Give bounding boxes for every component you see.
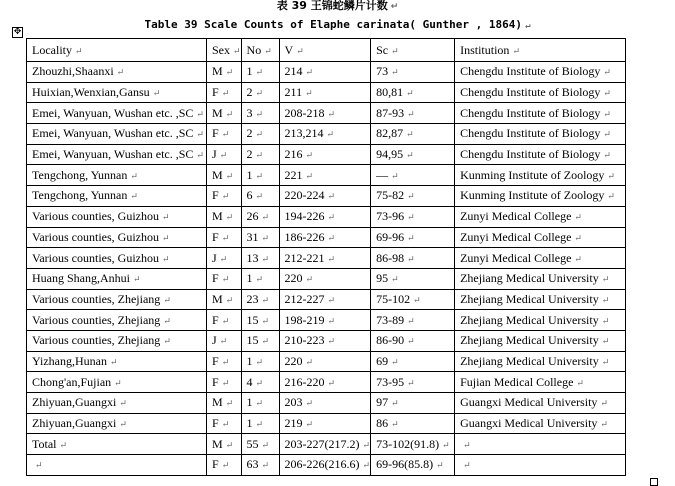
cell-subcaudal: 75-102 ↵ — [371, 289, 455, 310]
cell-count: 2 ↵ — [241, 144, 279, 165]
cell-count: 55 ↵ — [241, 434, 279, 455]
cell-ventral: 219 ↵ — [279, 413, 371, 434]
cell-institution: Zunyi Medical College ↵ — [455, 227, 626, 248]
cell-subcaudal: 82,87 ↵ — [371, 124, 455, 145]
cell-institution: Chengdu Institute of Biology ↵ — [455, 62, 626, 83]
cell-ventral: 212-227 ↵ — [279, 289, 371, 310]
cell-ventral: 220 ↵ — [279, 268, 371, 289]
cell-institution: Kunming Institute of Zoology ↵ — [455, 186, 626, 207]
cell-ventral: 186-226 ↵ — [279, 227, 371, 248]
cell-count: 1 ↵ — [241, 351, 279, 372]
cell-locality: Chong'an,Fujian ↵ — [27, 372, 207, 393]
cell-subcaudal: 73-102(91.8) ↵ — [371, 434, 455, 455]
cell-institution: Chengdu Institute of Biology ↵ — [455, 82, 626, 103]
cell-locality: Various counties, Guizhou ↵ — [27, 248, 207, 269]
cell-locality: Zhouzhi,Shaanxi ↵ — [27, 62, 207, 83]
cell-subcaudal: 73-89 ↵ — [371, 310, 455, 331]
cell-ventral: 211 ↵ — [279, 82, 371, 103]
cell-count: 15 ↵ — [241, 310, 279, 331]
scale-counts-table — [26, 38, 626, 476]
cell-sex: F ↵ — [207, 455, 242, 476]
cell-sex: M ↵ — [207, 289, 242, 310]
cell-locality: Various counties, Zhejiang ↵ — [27, 289, 207, 310]
cell-institution: Chengdu Institute of Biology ↵ — [455, 144, 626, 165]
table-row — [27, 393, 626, 414]
cell-ventral: 221 ↵ — [279, 165, 371, 186]
cell-sex: M ↵ — [207, 393, 242, 414]
cell-locality: Zhiyuan,Guangxi ↵ — [27, 393, 207, 414]
cell-count: 31 ↵ — [241, 227, 279, 248]
cell-count: 1 ↵ — [241, 413, 279, 434]
cell-ventral: 213,214 ↵ — [279, 124, 371, 145]
cell-subcaudal: 94,95 ↵ — [371, 144, 455, 165]
cell-sex: M ↵ — [207, 62, 242, 83]
cell-institution: Zhejiang Medical University ↵ — [455, 289, 626, 310]
table-move-handle-icon[interactable]: ✥ — [13, 27, 22, 37]
cell-subcaudal: 86-90 ↵ — [371, 330, 455, 351]
header-ventral: V ↵ — [279, 39, 371, 62]
cell-subcaudal: — ↵ — [371, 165, 455, 186]
table-row — [27, 124, 626, 145]
cell-locality: Various counties, Zhejiang ↵ — [27, 330, 207, 351]
table-row — [27, 289, 626, 310]
table-row — [27, 186, 626, 207]
cell-count: 23 ↵ — [241, 289, 279, 310]
cell-locality: Various counties, Guizhou ↵ — [27, 227, 207, 248]
cell-sex: J ↵ — [207, 248, 242, 269]
cell-subcaudal: 80,81 ↵ — [371, 82, 455, 103]
cell-sex: F ↵ — [207, 227, 242, 248]
header-locality: Locality ↵ — [27, 39, 207, 62]
table-row — [27, 62, 626, 83]
cell-ventral: 206-226(216.6) ↵ — [279, 455, 371, 476]
cell-locality: Yizhang,Hunan ↵ — [27, 351, 207, 372]
cell-institution: ↵ — [455, 434, 626, 455]
cell-sex: J ↵ — [207, 330, 242, 351]
cell-institution: Guangxi Medical University ↵ — [455, 393, 626, 414]
cell-ventral: 216-220 ↵ — [279, 372, 371, 393]
cell-ventral: 203-227(217.2) ↵ — [279, 434, 371, 455]
table-row — [27, 144, 626, 165]
table-row — [27, 268, 626, 289]
cell-locality: Various counties, Zhejiang ↵ — [27, 310, 207, 331]
cell-ventral: 194-226 ↵ — [279, 206, 371, 227]
cell-count: 13 ↵ — [241, 248, 279, 269]
header-count: No ↵ — [241, 39, 279, 62]
cell-sex: F ↵ — [207, 124, 242, 145]
cell-count: 1 ↵ — [241, 268, 279, 289]
cell-ventral: 220 ↵ — [279, 351, 371, 372]
table-row — [27, 82, 626, 103]
cell-institution: Zhejiang Medical University ↵ — [455, 310, 626, 331]
table-header-row — [27, 39, 626, 62]
table-title-english: Table 39 Scale Counts of Elaphe carinata( Gunther , 1864) ↵ — [144, 18, 531, 31]
cell-locality: Total ↵ — [27, 434, 207, 455]
cell-ventral: 210-223 ↵ — [279, 330, 371, 351]
cell-institution: Zhejiang Medical University ↵ — [455, 268, 626, 289]
table-row — [27, 165, 626, 186]
cell-subcaudal: 75-82 ↵ — [371, 186, 455, 207]
cell-ventral: 203 ↵ — [279, 393, 371, 414]
table-row — [27, 330, 626, 351]
cell-count: 3 ↵ — [241, 103, 279, 124]
cell-sex: M ↵ — [207, 434, 242, 455]
cell-sex: F ↵ — [207, 310, 242, 331]
cell-count: 4 ↵ — [241, 372, 279, 393]
cell-institution: Zhejiang Medical University ↵ — [455, 330, 626, 351]
cell-sex: F ↵ — [207, 351, 242, 372]
cell-sex: J ↵ — [207, 144, 242, 165]
cell-locality: ↵ — [27, 455, 207, 476]
cell-locality: Emei, Wanyuan, Wushan etc. ,SC ↵ — [27, 124, 207, 145]
cell-institution: Zunyi Medical College ↵ — [455, 206, 626, 227]
cell-subcaudal: 73-95 ↵ — [371, 372, 455, 393]
cell-sex: F ↵ — [207, 372, 242, 393]
table-row — [27, 413, 626, 434]
cell-subcaudal: 97 ↵ — [371, 393, 455, 414]
cell-institution: Fujian Medical College ↵ — [455, 372, 626, 393]
cell-ventral: 220-224 ↵ — [279, 186, 371, 207]
table-resize-handle[interactable] — [650, 478, 658, 486]
cell-subcaudal: 86-98 ↵ — [371, 248, 455, 269]
cell-ventral: 214 ↵ — [279, 62, 371, 83]
cell-institution: Zhejiang Medical University ↵ — [455, 351, 626, 372]
cell-ventral: 212-221 ↵ — [279, 248, 371, 269]
cell-count: 15 ↵ — [241, 330, 279, 351]
cell-count: 1 ↵ — [241, 165, 279, 186]
cell-subcaudal: 69-96 ↵ — [371, 227, 455, 248]
cell-count: 2 ↵ — [241, 82, 279, 103]
cell-sex: F ↵ — [207, 413, 242, 434]
cell-subcaudal: 73-96 ↵ — [371, 206, 455, 227]
cell-ventral: 198-219 ↵ — [279, 310, 371, 331]
cell-sex: F ↵ — [207, 186, 242, 207]
table-row — [27, 248, 626, 269]
cell-locality: Huixian,Wenxian,Gansu ↵ — [27, 82, 207, 103]
cell-count: 1 ↵ — [241, 62, 279, 83]
cell-count: 63 ↵ — [241, 455, 279, 476]
cell-locality: Tengchong, Yunnan ↵ — [27, 186, 207, 207]
cell-institution: Zunyi Medical College ↵ — [455, 248, 626, 269]
cell-subcaudal: 69 ↵ — [371, 351, 455, 372]
cell-sex: F ↵ — [207, 82, 242, 103]
cell-ventral: 208-218 ↵ — [279, 103, 371, 124]
table-title-chinese: 表 39 王锦蛇鳞片计数 ↵ — [276, 0, 399, 12]
cell-ventral: 216 ↵ — [279, 144, 371, 165]
cell-count: 26 ↵ — [241, 206, 279, 227]
table-row — [27, 372, 626, 393]
cell-locality: Various counties, Guizhou ↵ — [27, 206, 207, 227]
cell-sex: F ↵ — [207, 268, 242, 289]
cell-subcaudal: 95 ↵ — [371, 268, 455, 289]
cell-locality: Emei, Wanyuan, Wushan etc. ,SC ↵ — [27, 103, 207, 124]
table-row — [27, 434, 626, 455]
cell-sex: M ↵ — [207, 206, 242, 227]
cell-sex: M ↵ — [207, 165, 242, 186]
table-row — [27, 227, 626, 248]
cell-institution: Guangxi Medical University ↵ — [455, 413, 626, 434]
cell-locality: Emei, Wanyuan, Wushan etc. ,SC ↵ — [27, 144, 207, 165]
table-row — [27, 455, 626, 476]
table-row — [27, 206, 626, 227]
cell-subcaudal: 73 ↵ — [371, 62, 455, 83]
table-row — [27, 103, 626, 124]
cell-institution: Kunming Institute of Zoology ↵ — [455, 165, 626, 186]
cell-subcaudal: 86 ↵ — [371, 413, 455, 434]
header-subcaudal: Sc ↵ — [371, 39, 455, 62]
header-sex: Sex ↵ — [207, 39, 242, 62]
cell-count: 6 ↵ — [241, 186, 279, 207]
cell-locality: Huang Shang,Anhui ↵ — [27, 268, 207, 289]
cell-subcaudal: 87-93 ↵ — [371, 103, 455, 124]
cell-count: 2 ↵ — [241, 124, 279, 145]
cell-institution: Chengdu Institute of Biology ↵ — [455, 103, 626, 124]
cell-locality: Tengchong, Yunnan ↵ — [27, 165, 207, 186]
cell-locality: Zhiyuan,Guangxi ↵ — [27, 413, 207, 434]
cell-count: 1 ↵ — [241, 393, 279, 414]
cell-sex: M ↵ — [207, 103, 242, 124]
table-row — [27, 351, 626, 372]
cell-subcaudal: 69-96(85.8) ↵ — [371, 455, 455, 476]
cell-institution: Chengdu Institute of Biology ↵ — [455, 124, 626, 145]
cell-institution: ↵ — [455, 455, 626, 476]
table-row — [27, 310, 626, 331]
header-institution: Institution ↵ — [455, 39, 626, 62]
